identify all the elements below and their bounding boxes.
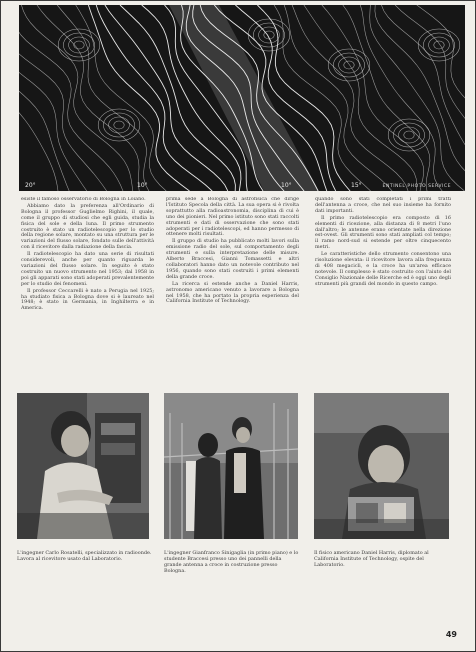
page-number: 49 bbox=[445, 630, 457, 639]
contour-loop bbox=[98, 109, 140, 141]
contour-loop bbox=[429, 37, 450, 53]
contour-loop bbox=[63, 33, 94, 57]
photo-credit: ENTINEL PHOTO SERVICE bbox=[382, 184, 451, 189]
contour-lines bbox=[19, 5, 465, 191]
paragraph: Il gruppo di studio ha pubblicato molti lavori sulla emissione radio del sole, sul comportamento degli strumenti e sulla interpretazione delle misure. Alberto Braccesi, Gianni Tomassetti e altri collaboratori hanno dato un notevole contributo nel 1956, quando sono stati costruiti i primi elementi della grande croce. bbox=[166, 238, 299, 280]
photo-physicist-daniel-harris bbox=[314, 393, 449, 539]
contour-loop bbox=[423, 33, 454, 57]
contour-loop bbox=[393, 123, 424, 147]
contour-loop bbox=[333, 53, 364, 77]
radio-sky-contour-map bbox=[19, 5, 465, 191]
contour-loop bbox=[344, 61, 354, 69]
paragraph: Il radiotelescopio ha dato una serie di risultati considerevoli, anche per quanto riguarda le variazioni del flusso solare. In seguito è stato costruito un nuovo strumento nel 1953; dal 1958 in poi gli apparati sono stati adoperati prevalentemente per lo studio dei fenomeni. bbox=[21, 251, 154, 287]
contour-line bbox=[343, 5, 430, 191]
axis-tick-label: 10° bbox=[137, 182, 148, 189]
contour-line bbox=[292, 5, 408, 191]
contour-loop bbox=[109, 117, 130, 133]
paragraph: Le caratteristiche dello strumento consentono una risoluzione elevata: il ricevitore lavora alla frequenza di 408 megacicli, e la croce ha un'area efficace notevole. Il complesso è stato costruito con l'aiuto del Consiglio Nazionale delle Ricerche ed è oggi uno degli strumenti più grandi del mondo in questo campo. bbox=[315, 251, 451, 287]
paragraph: Il primo radiotelescopio era composto di 16 elementi di ricezione, alla distanza di 8 metri l'uno dall'altro; le antenne erano orientate nella direzione est-ovest. Gli strumenti sono stati ampliati col tempo; il ramo nord-sud si estende per oltre cinquecento metri. bbox=[315, 214, 451, 251]
contour-line bbox=[76, 5, 167, 191]
axis-tick-label: 15° bbox=[351, 182, 362, 189]
text-column-3 bbox=[315, 197, 451, 387]
paragraph: La ricerca si estende anche a Daniel Harris, astronomo americano venuto a lavorare a Bologna nel 1958, che ha portato la propria esperienza del California Institute of Technology. bbox=[166, 280, 299, 305]
photo-caption: L'ingegner Gianfranco Sinigaglia (in primo piano) e lo studente Braccesi presso uno dei pannelli della grande antenna a croce in costruzione presso Bologna. bbox=[164, 550, 299, 574]
paragraph: esiste il famoso osservatorio di Bologna in Loiano. bbox=[21, 197, 146, 202]
contour-loop bbox=[248, 19, 290, 51]
contour-loop bbox=[74, 41, 84, 49]
contour-loop bbox=[259, 27, 280, 43]
text-column-2 bbox=[166, 197, 299, 387]
photo-engineers-by-antenna bbox=[164, 393, 298, 539]
contour-loop bbox=[399, 127, 420, 143]
paragraph: prima sede a Bologna di astrofisica che dirige l'Istituto Specola della città. La sua opera si è rivolta soprattutto alla radioastronomia, disciplina di cui è uno dei pionieri. Nel primo istituto sono stati raccolti strumenti e dati di osservazione che sono stati adoperati per i radiotelescopi, ed hanno permesso di ottenere molti risultati. bbox=[166, 197, 299, 238]
contour-loop bbox=[339, 57, 360, 73]
photo-caption: L'ingegner Carlo Rosatelli, specializzato in radioonde. Lavora al ricevitore usato dal Laboratorio. bbox=[17, 550, 152, 562]
contour-line bbox=[19, 5, 69, 191]
contour-loop bbox=[418, 29, 460, 61]
contour-loop bbox=[404, 131, 414, 139]
contour-loop bbox=[103, 113, 134, 137]
text-column-1 bbox=[21, 197, 154, 387]
contour-loop bbox=[328, 49, 370, 81]
contour-loop bbox=[253, 23, 284, 47]
paragraph: Abbiamo dato la preferenza all'Ordinario di Bologna il professor Guglielmo Righini, il quale, come il gruppo di studiosi che egli guida, studia la fisica del sole e della luna. Il primo strumento costruito è stato un radiotelescopio per lo studio della regione solare, montato su una struttura per le variazioni del flusso solare, fondato sulle dell'attività con il ricevitore dalla radiazione della fascia. bbox=[21, 202, 154, 251]
paragraph: quando sono stati completati i primi tratti dell'antenna a croce, che nel suo insieme ha fornito dati importanti. bbox=[315, 197, 451, 214]
axis-tick-label: 20° bbox=[25, 182, 36, 189]
photo-caption: Il fisico americano Daniel Harris, diplomato al California Institute of Technology, ospite del Laboratorio. bbox=[314, 550, 429, 568]
axis-tick-label: 10° bbox=[281, 182, 292, 189]
contour-loop bbox=[434, 41, 444, 49]
contour-line bbox=[19, 5, 123, 191]
photo-engineer-at-receiver bbox=[17, 393, 149, 539]
contour-line bbox=[57, 5, 149, 191]
contour-line bbox=[37, 5, 139, 191]
contour-loop bbox=[114, 121, 124, 129]
contour-line bbox=[19, 5, 58, 191]
paragraph: Il professor Ceccarelli è nato a Perugia nel 1925; ha studiato fisica a Bologna dove si è laureato nel 1948; è stato in Germania, in Inghilterra e in America. bbox=[21, 287, 154, 312]
